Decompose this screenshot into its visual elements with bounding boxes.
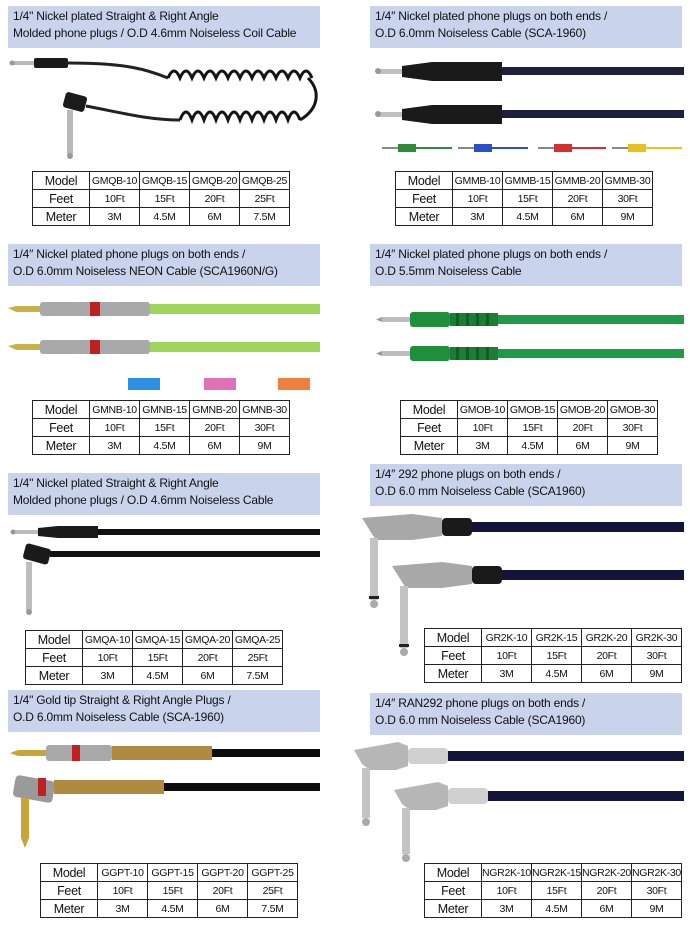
gr2k-header-line-2: O.D 6.0 mm Noiseless Cable (SCA1960)	[375, 484, 586, 498]
meter-cell: 3M	[453, 208, 503, 226]
meter-cell: 4.5M	[532, 900, 582, 918]
meter-cell: 6M	[190, 208, 240, 226]
row-label-meter: Meter	[33, 208, 90, 226]
row-label-model: Model	[33, 172, 90, 190]
meter-cell: 4.5M	[140, 208, 190, 226]
feet-cell: 15Ft	[148, 882, 198, 900]
row-label-meter: Meter	[425, 900, 482, 918]
neon-spec-table	[32, 400, 290, 455]
meter-cell: 6M	[553, 208, 603, 226]
feet-cell: 10Ft	[83, 649, 133, 667]
model-cell: GGPT-25	[248, 864, 298, 882]
meter-cell: 4.5M	[140, 437, 190, 455]
ngr2k-header-line-1: 1/4″ RAN292 phone plugs on both ends /	[375, 696, 586, 710]
model-cell: GMMB-20	[553, 172, 603, 190]
model-cell: GMQB-15	[140, 172, 190, 190]
row-label-feet: Feet	[33, 419, 90, 437]
meter-cell: 6M	[183, 667, 233, 685]
meter-cell: 3M	[482, 665, 532, 683]
meter-cell: 6M	[558, 437, 608, 455]
mob-header-line-2: O.D 5.5mm Noiseless Cable	[375, 264, 522, 278]
feet-cell: 25Ft	[233, 649, 283, 667]
row-label-feet: Feet	[425, 647, 482, 665]
mmb-cable-illustration	[372, 52, 684, 162]
feet-cell: 30Ft	[632, 882, 682, 900]
gpt-spec-table	[40, 863, 298, 918]
neon-cable-illustration	[6, 294, 320, 394]
feet-cell: 15Ft	[140, 419, 190, 437]
gr2k-header	[370, 464, 682, 506]
model-cell: GMNB-30	[240, 401, 290, 419]
meter-cell: 4.5M	[133, 667, 183, 685]
row-label-model: Model	[41, 864, 98, 882]
feet-cell: 20Ft	[198, 882, 248, 900]
model-cell: NGR2K-15	[532, 864, 582, 882]
feet-cell: 10Ft	[90, 190, 140, 208]
row-label-model: Model	[33, 401, 90, 419]
row-label-model: Model	[401, 401, 458, 419]
meter-cell: 6M	[198, 900, 248, 918]
feet-cell: 10Ft	[98, 882, 148, 900]
row-label-feet: Feet	[401, 419, 458, 437]
model-cell: GMOB-10	[458, 401, 508, 419]
model-cell: GMQB-10	[90, 172, 140, 190]
mob-header-line-1: 1/4″ Nickel plated phone plugs on both ends /	[375, 247, 608, 261]
gr2k-header-line-1: 1/4″ 292 phone plugs on both ends /	[375, 467, 561, 481]
meter-cell: 3M	[83, 667, 133, 685]
row-label-meter: Meter	[33, 437, 90, 455]
row-label-feet: Feet	[41, 882, 98, 900]
model-cell: GR2K-15	[532, 629, 582, 647]
model-cell: GMQB-25	[240, 172, 290, 190]
coil-spec-table	[32, 171, 290, 226]
meter-cell: 9M	[608, 437, 658, 455]
row-label-model: Model	[425, 629, 482, 647]
coil-header	[8, 6, 320, 48]
row-label-meter: Meter	[396, 208, 453, 226]
meter-cell: 3M	[458, 437, 508, 455]
meter-cell: 3M	[90, 437, 140, 455]
coil-header-line-1: 1/4" Nickel plated Straight & Right Angle	[13, 9, 219, 23]
row-label-meter: Meter	[401, 437, 458, 455]
meter-cell: 7.5M	[240, 208, 290, 226]
feet-cell: 20Ft	[553, 190, 603, 208]
model-cell: GMQA-25	[233, 631, 283, 649]
ngr2k-header-line-2: O.D 6.0 mm Noiseless Cable (SCA1960)	[375, 713, 586, 727]
mob-cable-illustration	[374, 302, 684, 372]
model-cell: GMQA-20	[183, 631, 233, 649]
meter-cell: 6M	[582, 665, 632, 683]
meter-cell: 4.5M	[148, 900, 198, 918]
model-cell: GMNB-20	[190, 401, 240, 419]
gpt-header-line-2: O.D 6.0mm Noiseless Cable (SCA-1960)	[13, 710, 224, 724]
feet-cell: 10Ft	[482, 647, 532, 665]
model-cell: GMNB-15	[140, 401, 190, 419]
model-cell: GMMB-10	[453, 172, 503, 190]
model-cell: GMOB-15	[508, 401, 558, 419]
neon-header-line-2: O.D 6.0mm Noiseless NEON Cable (SCA1960N/G)	[13, 264, 278, 278]
ngr2k-header	[370, 693, 682, 735]
model-cell: GMOB-30	[608, 401, 658, 419]
model-cell: GMMB-30	[603, 172, 653, 190]
feet-cell: 20Ft	[183, 649, 233, 667]
model-cell: GMOB-20	[558, 401, 608, 419]
feet-cell: 15Ft	[532, 882, 582, 900]
feet-cell: 10Ft	[482, 882, 532, 900]
feet-cell: 20Ft	[558, 419, 608, 437]
row-label-model: Model	[396, 172, 453, 190]
feet-cell: 25Ft	[240, 190, 290, 208]
feet-cell: 20Ft	[582, 882, 632, 900]
model-cell: GMQA-15	[133, 631, 183, 649]
row-label-feet: Feet	[33, 190, 90, 208]
meter-cell: 9M	[632, 665, 682, 683]
meter-cell: 9M	[240, 437, 290, 455]
mqa-spec-table	[25, 630, 283, 685]
model-cell: NGR2K-20	[582, 864, 632, 882]
feet-cell: 30Ft	[240, 419, 290, 437]
feet-cell: 10Ft	[90, 419, 140, 437]
neon-header	[8, 244, 320, 286]
feet-cell: 15Ft	[503, 190, 553, 208]
coil-cable-illustration	[8, 50, 320, 168]
meter-cell: 3M	[482, 900, 532, 918]
model-cell: GR2K-20	[582, 629, 632, 647]
model-cell: GMNB-10	[90, 401, 140, 419]
mob-spec-table	[400, 400, 658, 455]
meter-cell: 4.5M	[508, 437, 558, 455]
model-cell: GGPT-10	[98, 864, 148, 882]
row-label-model: Model	[425, 864, 482, 882]
row-label-meter: Meter	[41, 900, 98, 918]
mmb-header	[370, 6, 682, 48]
model-cell: GR2K-30	[632, 629, 682, 647]
feet-cell: 15Ft	[532, 647, 582, 665]
model-cell: NGR2K-10	[482, 864, 532, 882]
gr2k-spec-table	[424, 628, 682, 683]
model-cell: GMQA-10	[83, 631, 133, 649]
mqa-header-line-1: 1/4" Nickel plated Straight & Right Angle	[13, 476, 219, 490]
neon-header-line-1: 1/4″ Nickel plated phone plugs on both ends /	[13, 247, 246, 261]
row-label-model: Model	[26, 631, 83, 649]
gpt-cable-illustration	[8, 738, 320, 860]
feet-cell: 20Ft	[190, 419, 240, 437]
meter-cell: 3M	[90, 208, 140, 226]
mqa-cable-illustration	[8, 518, 320, 622]
feet-cell: 15Ft	[140, 190, 190, 208]
mqa-header	[8, 473, 320, 515]
feet-cell: 30Ft	[632, 647, 682, 665]
meter-cell: 9M	[603, 208, 653, 226]
mmb-header-line-2: O.D 6.0mm Noiseless Cable (SCA-1960)	[375, 26, 586, 40]
meter-cell: 6M	[190, 437, 240, 455]
feet-cell: 10Ft	[453, 190, 503, 208]
feet-cell: 20Ft	[582, 647, 632, 665]
meter-cell: 3M	[98, 900, 148, 918]
meter-cell: 7.5M	[233, 667, 283, 685]
row-label-feet: Feet	[26, 649, 83, 667]
feet-cell: 25Ft	[248, 882, 298, 900]
feet-cell: 10Ft	[458, 419, 508, 437]
row-label-meter: Meter	[425, 665, 482, 683]
ngr2k-spec-table	[424, 863, 682, 918]
feet-cell: 30Ft	[608, 419, 658, 437]
meter-cell: 9M	[632, 900, 682, 918]
gpt-header-line-1: 1/4" Gold tip Straight & Right Angle Plugs /	[13, 693, 231, 707]
model-cell: GGPT-15	[148, 864, 198, 882]
feet-cell: 15Ft	[133, 649, 183, 667]
model-cell: GGPT-20	[198, 864, 248, 882]
feet-cell: 15Ft	[508, 419, 558, 437]
row-label-meter: Meter	[26, 667, 83, 685]
model-cell: NGR2K-30	[632, 864, 682, 882]
coil-header-line-2: Molded phone plugs / O.D 4.6mm Noiseless Coil Cable	[13, 26, 297, 40]
row-label-feet: Feet	[396, 190, 453, 208]
row-label-feet: Feet	[425, 882, 482, 900]
meter-cell: 4.5M	[532, 665, 582, 683]
ngr2k-cable-illustration	[348, 738, 684, 866]
gpt-header	[8, 690, 320, 732]
mmb-header-line-1: 1/4″ Nickel plated phone plugs on both ends /	[375, 9, 608, 23]
meter-cell: 4.5M	[503, 208, 553, 226]
mqa-header-line-2: Molded phone plugs / O.D 4.6mm Noiseless Cable	[13, 493, 274, 507]
mmb-spec-table	[395, 171, 653, 226]
model-cell: GR2K-10	[482, 629, 532, 647]
meter-cell: 7.5M	[248, 900, 298, 918]
model-cell: GMMB-15	[503, 172, 553, 190]
feet-cell: 30Ft	[603, 190, 653, 208]
feet-cell: 20Ft	[190, 190, 240, 208]
model-cell: GMQB-20	[190, 172, 240, 190]
mob-header	[370, 244, 682, 286]
meter-cell: 6M	[582, 900, 632, 918]
